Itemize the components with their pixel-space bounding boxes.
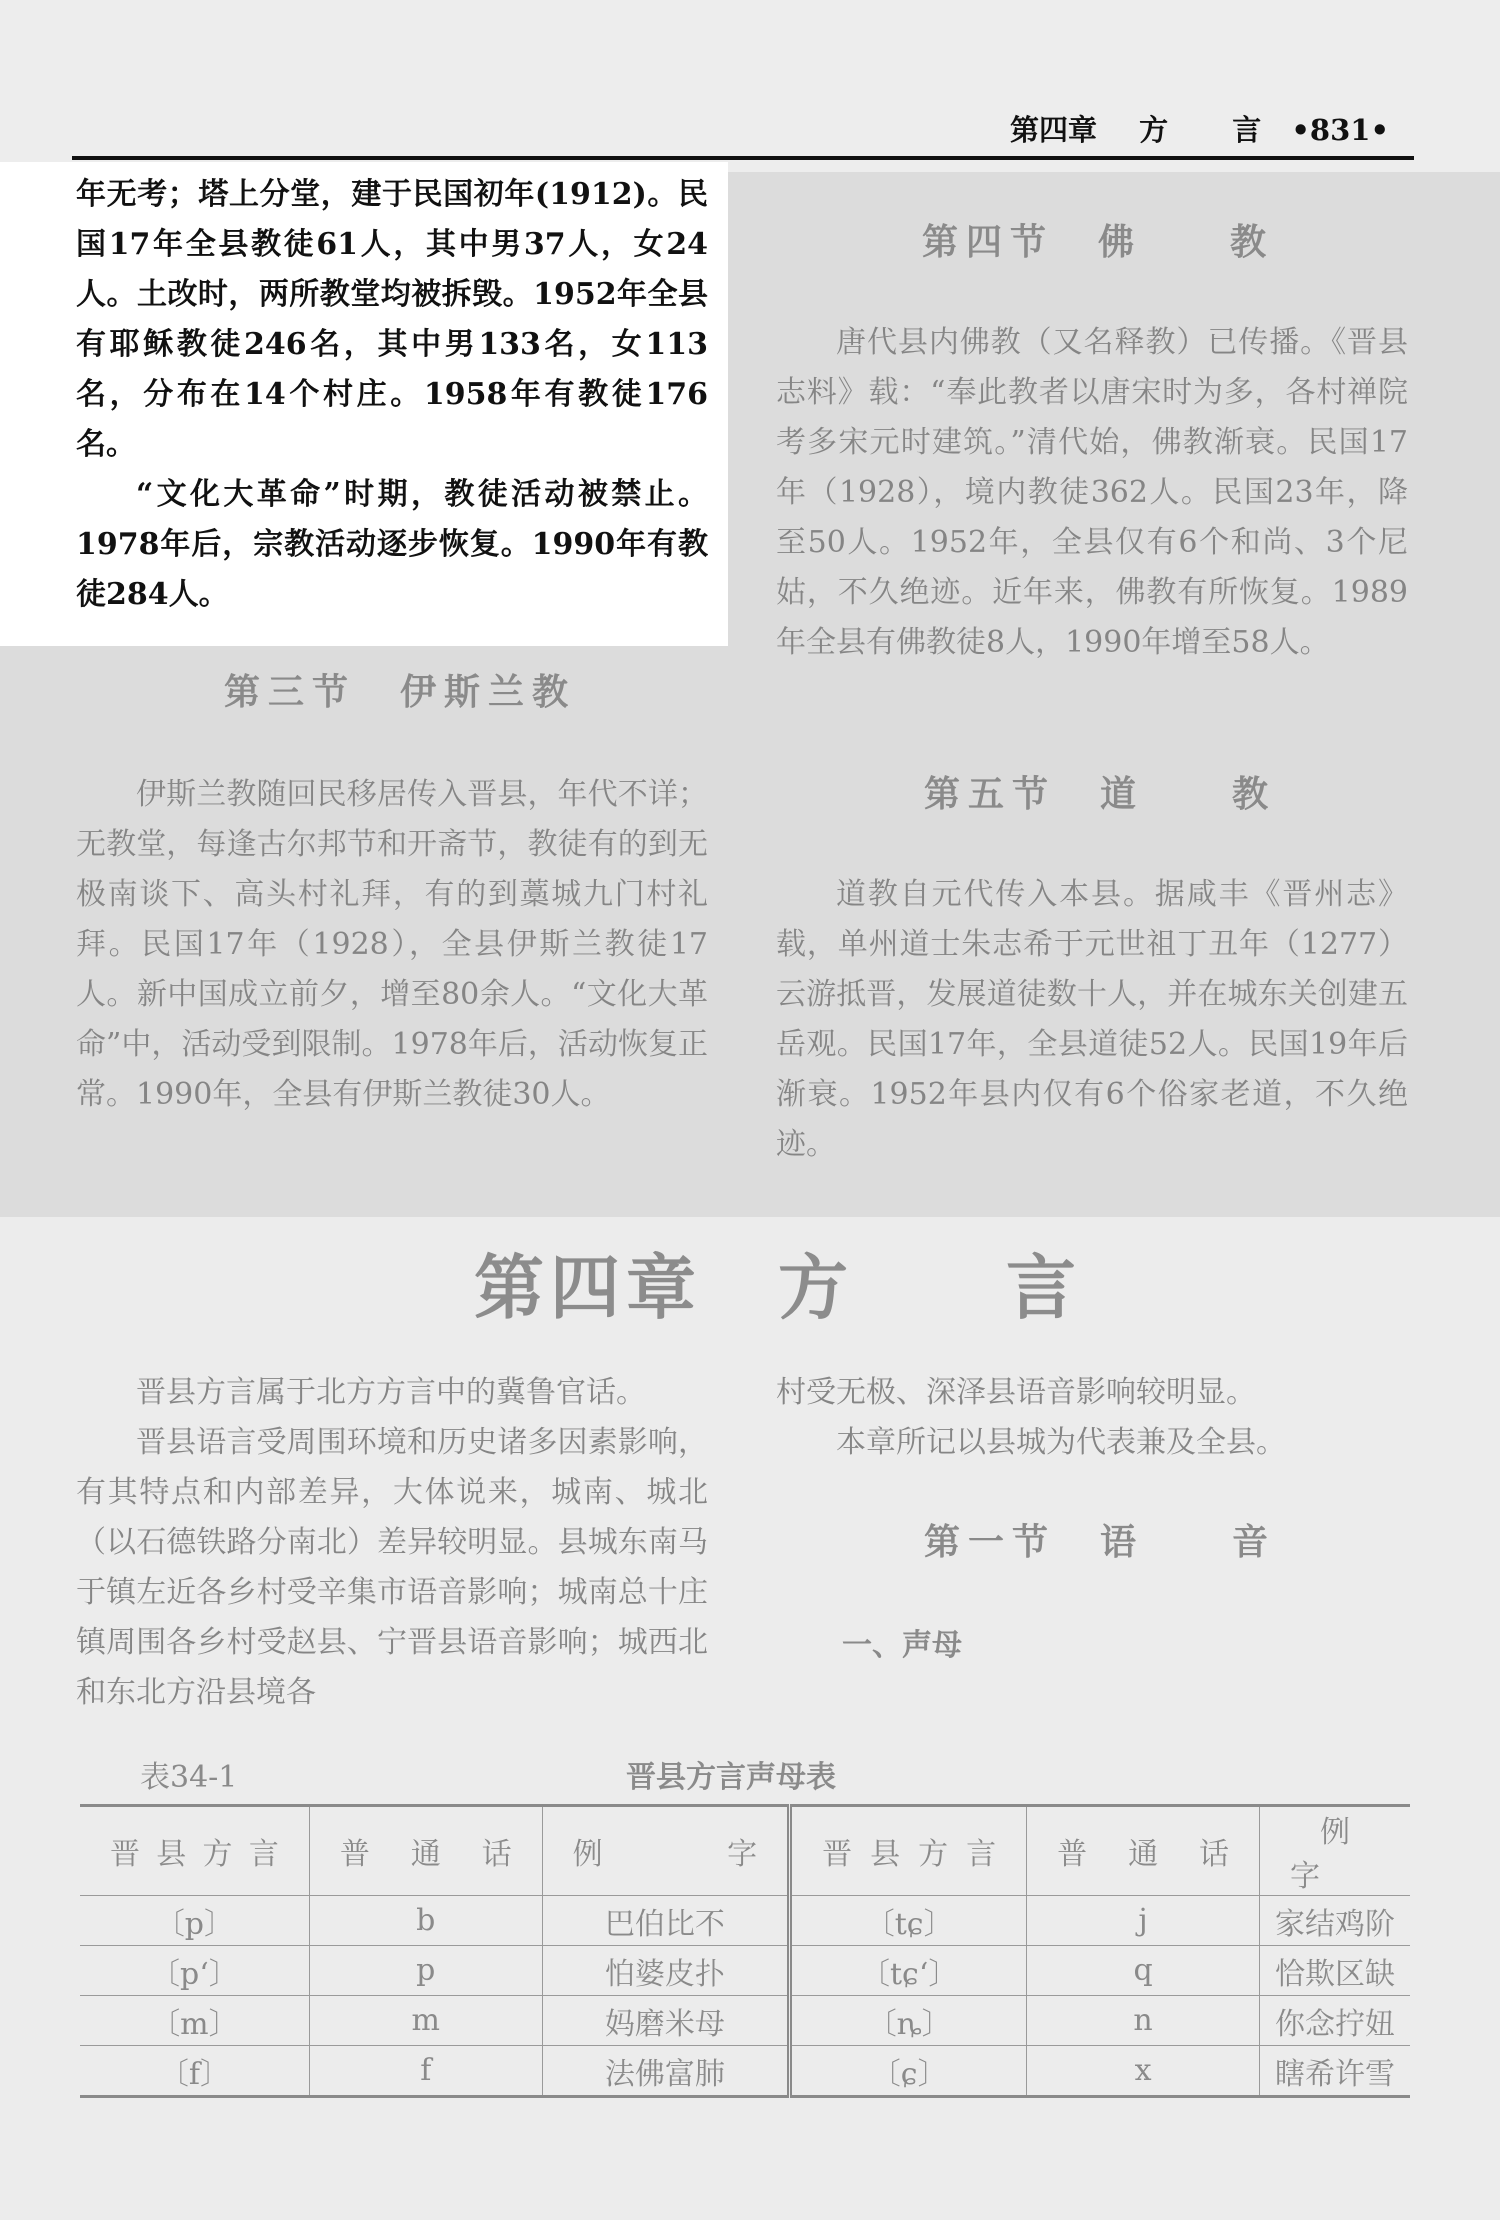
section-4-title: 第四节 佛 教 (922, 221, 1275, 263)
table-cell: 〔f〕 (80, 2046, 309, 2097)
table-cell: 巴伯比不 (542, 1896, 790, 1946)
section-3-text (76, 770, 708, 1120)
table-caption: 表34-1 (140, 1760, 238, 1795)
table-cell: 〔tɕ〕 (790, 1896, 1027, 1946)
paragraph: 年无考；塔上分堂，建于民国初年(1912)。民国17年全县教徒61人，其中男37人，女24人。土改时，两所教堂均被拆毁。1952年全县有耶稣教徒246名，其中男133名，女113名，分布在14个村庄。1958年有教徒176名。 (76, 177, 708, 462)
chapter-intro-right (776, 1368, 1408, 1468)
paragraph: 村受无极、深泽县语音影响较明显。 (776, 1375, 1256, 1410)
section-5-text (776, 870, 1408, 1170)
table-header-row (80, 1806, 1410, 1896)
table-cell: q (1027, 1946, 1260, 1996)
table-cell: 法佛富肺 (542, 2046, 790, 2097)
header-word-1: 方 (1139, 113, 1169, 147)
initials-table (80, 1804, 1410, 2098)
table-row (80, 2046, 1410, 2097)
paragraph: 晋县语言受周围环境和历史诸多因素影响，有其特点和内部差异，大体说来，城南、城北（以石德铁路分南北）差异较明显。县城东南马于镇左近各乡村受辛集市语音影响；城南总十庄镇周围各乡村受赵县、宁晋县语音影响；城西北和东北方沿县境各 (76, 1425, 708, 1710)
christianity-continued-text (76, 170, 708, 620)
paragraph: 本章所记以县城为代表兼及全县。 (836, 1425, 1286, 1460)
header-word-2: 言 (1232, 113, 1262, 147)
table-header-cell: 普 通 话 (309, 1806, 542, 1896)
initials-subheading: 一、声母 (842, 1628, 962, 1663)
table-cell: b (309, 1896, 542, 1946)
chapter-intro-left (76, 1368, 708, 1718)
paragraph: 晋县方言属于北方方言中的冀鲁官话。 (136, 1375, 646, 1410)
running-header (1010, 108, 1389, 149)
table-row (80, 1896, 1410, 1946)
table-cell: p (309, 1946, 542, 1996)
table-header-cell: 晋县方言 (790, 1806, 1027, 1896)
chapter-title: 第四章 方 言 (474, 1246, 1082, 1329)
table-cell: 恰欺区缺 (1260, 1946, 1411, 1996)
table-cell: 〔p〕 (80, 1896, 309, 1946)
table-cell: 怕婆皮扑 (542, 1946, 790, 1996)
table-cell: 〔ȵ〕 (790, 1996, 1027, 2046)
table-cell: 妈磨米母 (542, 1996, 790, 2046)
table-header-cell: 普 通 话 (1027, 1806, 1260, 1896)
paragraph: 唐代县内佛教（又名释教）已传播。《晋县志料》载：“奉此教者以唐宋时为多，各村禅院考多宋元时建筑。”清代始，佛教渐衰。民国17年（1928），境内教徒362人。民国23年，降至50人。1952年，全县仅有6个和尚、3个尼姑，不久绝迹。近年来，佛教有所恢复。1989年全县有佛教徒8人，1990年增至58人。 (776, 325, 1408, 660)
table-cell: x (1027, 2046, 1260, 2097)
table-cell: 〔p‘〕 (80, 1946, 309, 1996)
table-cell: n (1027, 1996, 1260, 2046)
table-cell: 〔tɕ‘〕 (790, 1946, 1027, 1996)
section-4-text (776, 318, 1408, 668)
header-rule (72, 156, 1414, 160)
table-row (80, 1996, 1410, 2046)
section-5-title: 第五节 道 教 (924, 773, 1277, 815)
table-cell: m (309, 1996, 542, 2046)
table-cell: 〔ɕ〕 (790, 2046, 1027, 2097)
table-cell: 家结鸡阶 (1260, 1896, 1411, 1946)
table-row (80, 1946, 1410, 1996)
paragraph: 道教自元代传入本县。据咸丰《晋州志》载，单州道士朱志希于元世祖丁丑年（1277）云游抵晋，发展道徒数十人，并在城东关创建五岳观。民国17年，全县道徒52人。民国19年后渐衰。1952年县内仅有6个俗家老道，不久绝迹。 (776, 877, 1408, 1162)
page-number: •831• (1291, 113, 1389, 147)
table-cell: 〔m〕 (80, 1996, 309, 2046)
table-cell: 瞎希许雪 (1260, 2046, 1411, 2097)
table-title: 晋县方言声母表 (626, 1760, 836, 1795)
phonetics-section-title: 第一节 语 音 (924, 1521, 1277, 1563)
table-header-cell: 例 字 (1260, 1806, 1411, 1896)
table-cell: f (309, 2046, 542, 2097)
paragraph: 伊斯兰教随回民移居传入晋县，年代不详；无教堂，每逢古尔邦节和开斋节，教徒有的到无极南谈下、高头村礼拜，有的到藁城九门村礼拜。民国17年（1928），全县伊斯兰教徒17人。新中国成立前夕，增至80余人。“文化大革命”中，活动受到限制。1978年后，活动恢复正常。1990年，全县有伊斯兰教徒30人。 (76, 777, 708, 1112)
header-chapter: 第四章 (1010, 113, 1098, 147)
table-cell: 你念拧妞 (1260, 1996, 1411, 2046)
table-cell: j (1027, 1896, 1260, 1946)
table-header-cell: 晋县方言 (80, 1806, 309, 1896)
table-header-cell: 例 字 (542, 1806, 790, 1896)
paragraph: “文化大革命”时期，教徒活动被禁止。1978年后，宗教活动逐步恢复。1990年有教徒284人。 (76, 477, 708, 612)
section-3-title: 第三节 伊斯兰教 (224, 671, 577, 713)
